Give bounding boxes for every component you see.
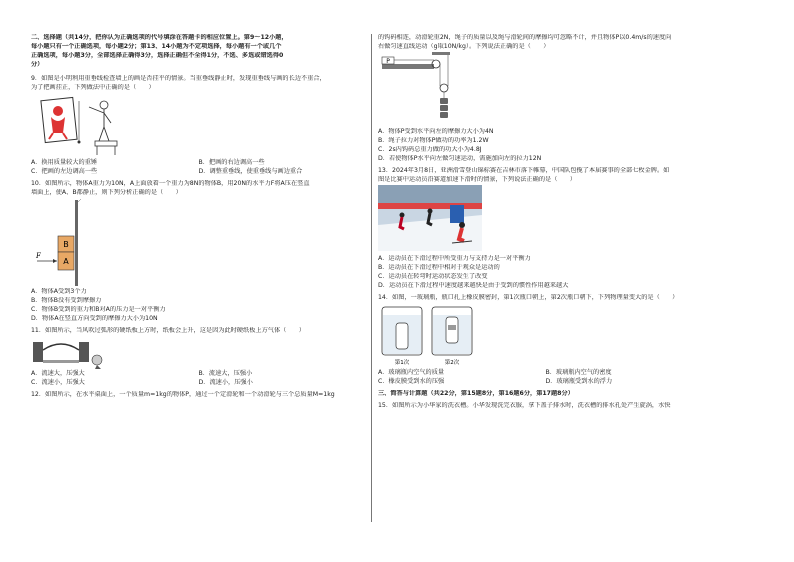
q12-stem: 12．如图所示，在水平桌面上，一个质量m=1kg的物体P，通过一个定滑轮和一个动滑轮与三个总质量M=1kg bbox=[31, 390, 335, 398]
q13-option-d[interactable]: D．运动员在下滑过程中速度越来越快是由于受到的惯性作用越来越大 bbox=[378, 281, 569, 289]
q11-option-b[interactable]: B．流速大，压强小 bbox=[198, 369, 253, 377]
q14-options-row bbox=[378, 369, 713, 378]
q13-figure bbox=[378, 185, 713, 255]
q10-figure bbox=[31, 198, 366, 288]
q13-stem: 13．2024年3月8日，亚洲滑雪登山锦标赛在吉林市落下帷幕，中国队包揽了本届赛事的全部七枚金牌。如 bbox=[378, 166, 670, 174]
section3-heading: 三、简答与计算题（共22分，第15题8分，第16题6分，第17题8分） bbox=[378, 389, 574, 397]
q13-stem: 图是比赛中运动员沿赛道加速下滑时的情景，下列说法正确的是（ ） bbox=[378, 175, 576, 183]
q11-option-c[interactable]: C．流速小，压强大 bbox=[31, 378, 85, 386]
blocks-pressed-on-wall-illustration bbox=[31, 198, 111, 288]
pulley-system-illustration bbox=[378, 52, 478, 128]
first-time-label: 第1次 bbox=[394, 359, 410, 366]
q10-option-b[interactable]: B．物体B没有受到摩擦力 bbox=[31, 296, 102, 304]
q9-figure bbox=[31, 93, 366, 159]
section2-line: 二、选择题（共14分，把你认为正确选项的代号填涂在答题卡的相应位置上。第9～12小题， bbox=[31, 34, 288, 41]
q11-figure bbox=[31, 336, 366, 370]
q11-options-row bbox=[31, 370, 366, 379]
object-p-label: P bbox=[386, 57, 390, 65]
left-column bbox=[31, 34, 366, 400]
section2-line: 分） bbox=[31, 60, 44, 68]
curved-board-airflow-illustration bbox=[31, 336, 111, 370]
painting-plumb-line-illustration bbox=[31, 93, 141, 159]
q14-options-row bbox=[378, 378, 713, 387]
q14-option-d[interactable]: D．玻璃瓶受到水的浮力 bbox=[545, 377, 613, 385]
q13-option-c[interactable]: C．运动员在转弯时运动状态发生了改变 bbox=[378, 272, 488, 280]
q10-option-d[interactable]: D．物体A在竖直方向受到的摩擦力大小为10N bbox=[31, 314, 158, 322]
q14-option-c[interactable]: C．橡皮膜受到水的压强 bbox=[378, 377, 445, 385]
q9-stem: 9．如图是小明利用重垂线检查墙上的画是否挂平的情景。当重垂线静止时，发现重垂线与画的长边不重合， bbox=[31, 74, 326, 82]
q12-option-d[interactable]: D．若使物体P水平向左做匀速运动，需施加向左的拉力12N bbox=[378, 154, 542, 162]
section2-line: 正确选项，每小题3分，全部选择正确得3分，选择正确但不全得1分，不选、多选或错选得0 bbox=[31, 51, 284, 59]
q10-stem: 墙面上，使A、B都静止，则下列分析正确的是（ ） bbox=[31, 188, 182, 196]
q11-option-d[interactable]: D．流速小，压强小 bbox=[198, 378, 253, 386]
force-f-label: F bbox=[36, 251, 41, 260]
q9-option-a[interactable]: A．换用质量较大的重锤 bbox=[31, 158, 98, 166]
q14-stem: 14．如图，一玻璃瓶，瓶口扎上橡皮膜密封，第1次瓶口朝上，第2次瓶口朝下，下列物理量变大的是（ ） bbox=[378, 293, 679, 301]
right-column bbox=[378, 34, 713, 411]
q10-option-a[interactable]: A．物体A受到3个力 bbox=[31, 287, 87, 295]
q11-stem: 11．如图所示，当风吹过弧形的硬纸板上方时，纸板会上升，这是因为此时硬纸板上方气体（ ） bbox=[31, 326, 305, 334]
block-a-label: A bbox=[63, 256, 69, 266]
q13-option-b[interactable]: B．运动员在下滑过程中相对于观众是运动的 bbox=[378, 263, 500, 271]
bottle-in-water-illustration bbox=[378, 303, 488, 367]
q9-option-b[interactable]: B．把画的右边调高一些 bbox=[198, 158, 265, 166]
q14-option-a[interactable]: A．玻璃瓶内空气的质量 bbox=[378, 368, 445, 376]
q10-stem: 10．如图所示，物体A重力为10N，A上面放着一个重力为8N的物体B，用20N的水平力F将A压在竖直 bbox=[31, 179, 310, 187]
q13-option-a[interactable]: A．运动员在下滑过程中所受重力与支持力是一对平衡力 bbox=[378, 254, 531, 262]
column-divider bbox=[371, 34, 372, 522]
q14-option-b[interactable]: B．玻璃瓶内空气的密度 bbox=[545, 368, 612, 376]
q9-stem: 为了把画挂正，下列做法中正确的是（ ） bbox=[31, 83, 155, 91]
q12-option-b[interactable]: B．绳子拉力对物体P做功的功率为1.2W bbox=[378, 136, 489, 144]
block-b-label: B bbox=[63, 239, 69, 249]
ski-race-photo bbox=[378, 185, 482, 251]
section2-line: 每小题只有一个正确选项，每小题2分；第13、14小题为不定项选择，每小题有一个或几个 bbox=[31, 42, 282, 50]
q15-stem: 15．如图所示为小华家的洗衣槽。小华发现洗完衣服，拿下盖子排水时，洗衣槽的排水孔处产生旋涡，水快 bbox=[378, 401, 671, 409]
q12-option-c[interactable]: C．2s内钩码总重力做的功大小为4.8J bbox=[378, 145, 482, 153]
q12-option-a[interactable]: A．物体P受到水平向左的摩擦力大小为4N bbox=[378, 127, 494, 135]
second-time-label: 第2次 bbox=[444, 359, 460, 366]
q12-figure bbox=[378, 52, 713, 128]
q12-stem-cont: 的钩码相连，动滑轮重2N，绳子的质量以及绳与滑轮间的摩擦均可忽略不计，并且物体P以0.4m/s的速度向 bbox=[378, 34, 672, 41]
q9-options-row bbox=[31, 168, 366, 177]
q11-options-row bbox=[31, 379, 366, 388]
q14-figure bbox=[378, 303, 713, 369]
q9-options-row bbox=[31, 159, 366, 168]
q12-stem-cont: 右做匀速直线运动（g取10N/kg）。下列说法正确的是（ ） bbox=[378, 42, 550, 50]
q10-option-c[interactable]: C．物体B受到的重力和B对A的压力是一对平衡力 bbox=[31, 305, 166, 313]
q9-option-d[interactable]: D．调整重垂线，使重垂线与画边重合 bbox=[198, 167, 303, 175]
q11-option-a[interactable]: A．流速大，压强大 bbox=[31, 369, 85, 377]
q9-option-c[interactable]: C．把画的左边调高一些 bbox=[31, 167, 98, 175]
